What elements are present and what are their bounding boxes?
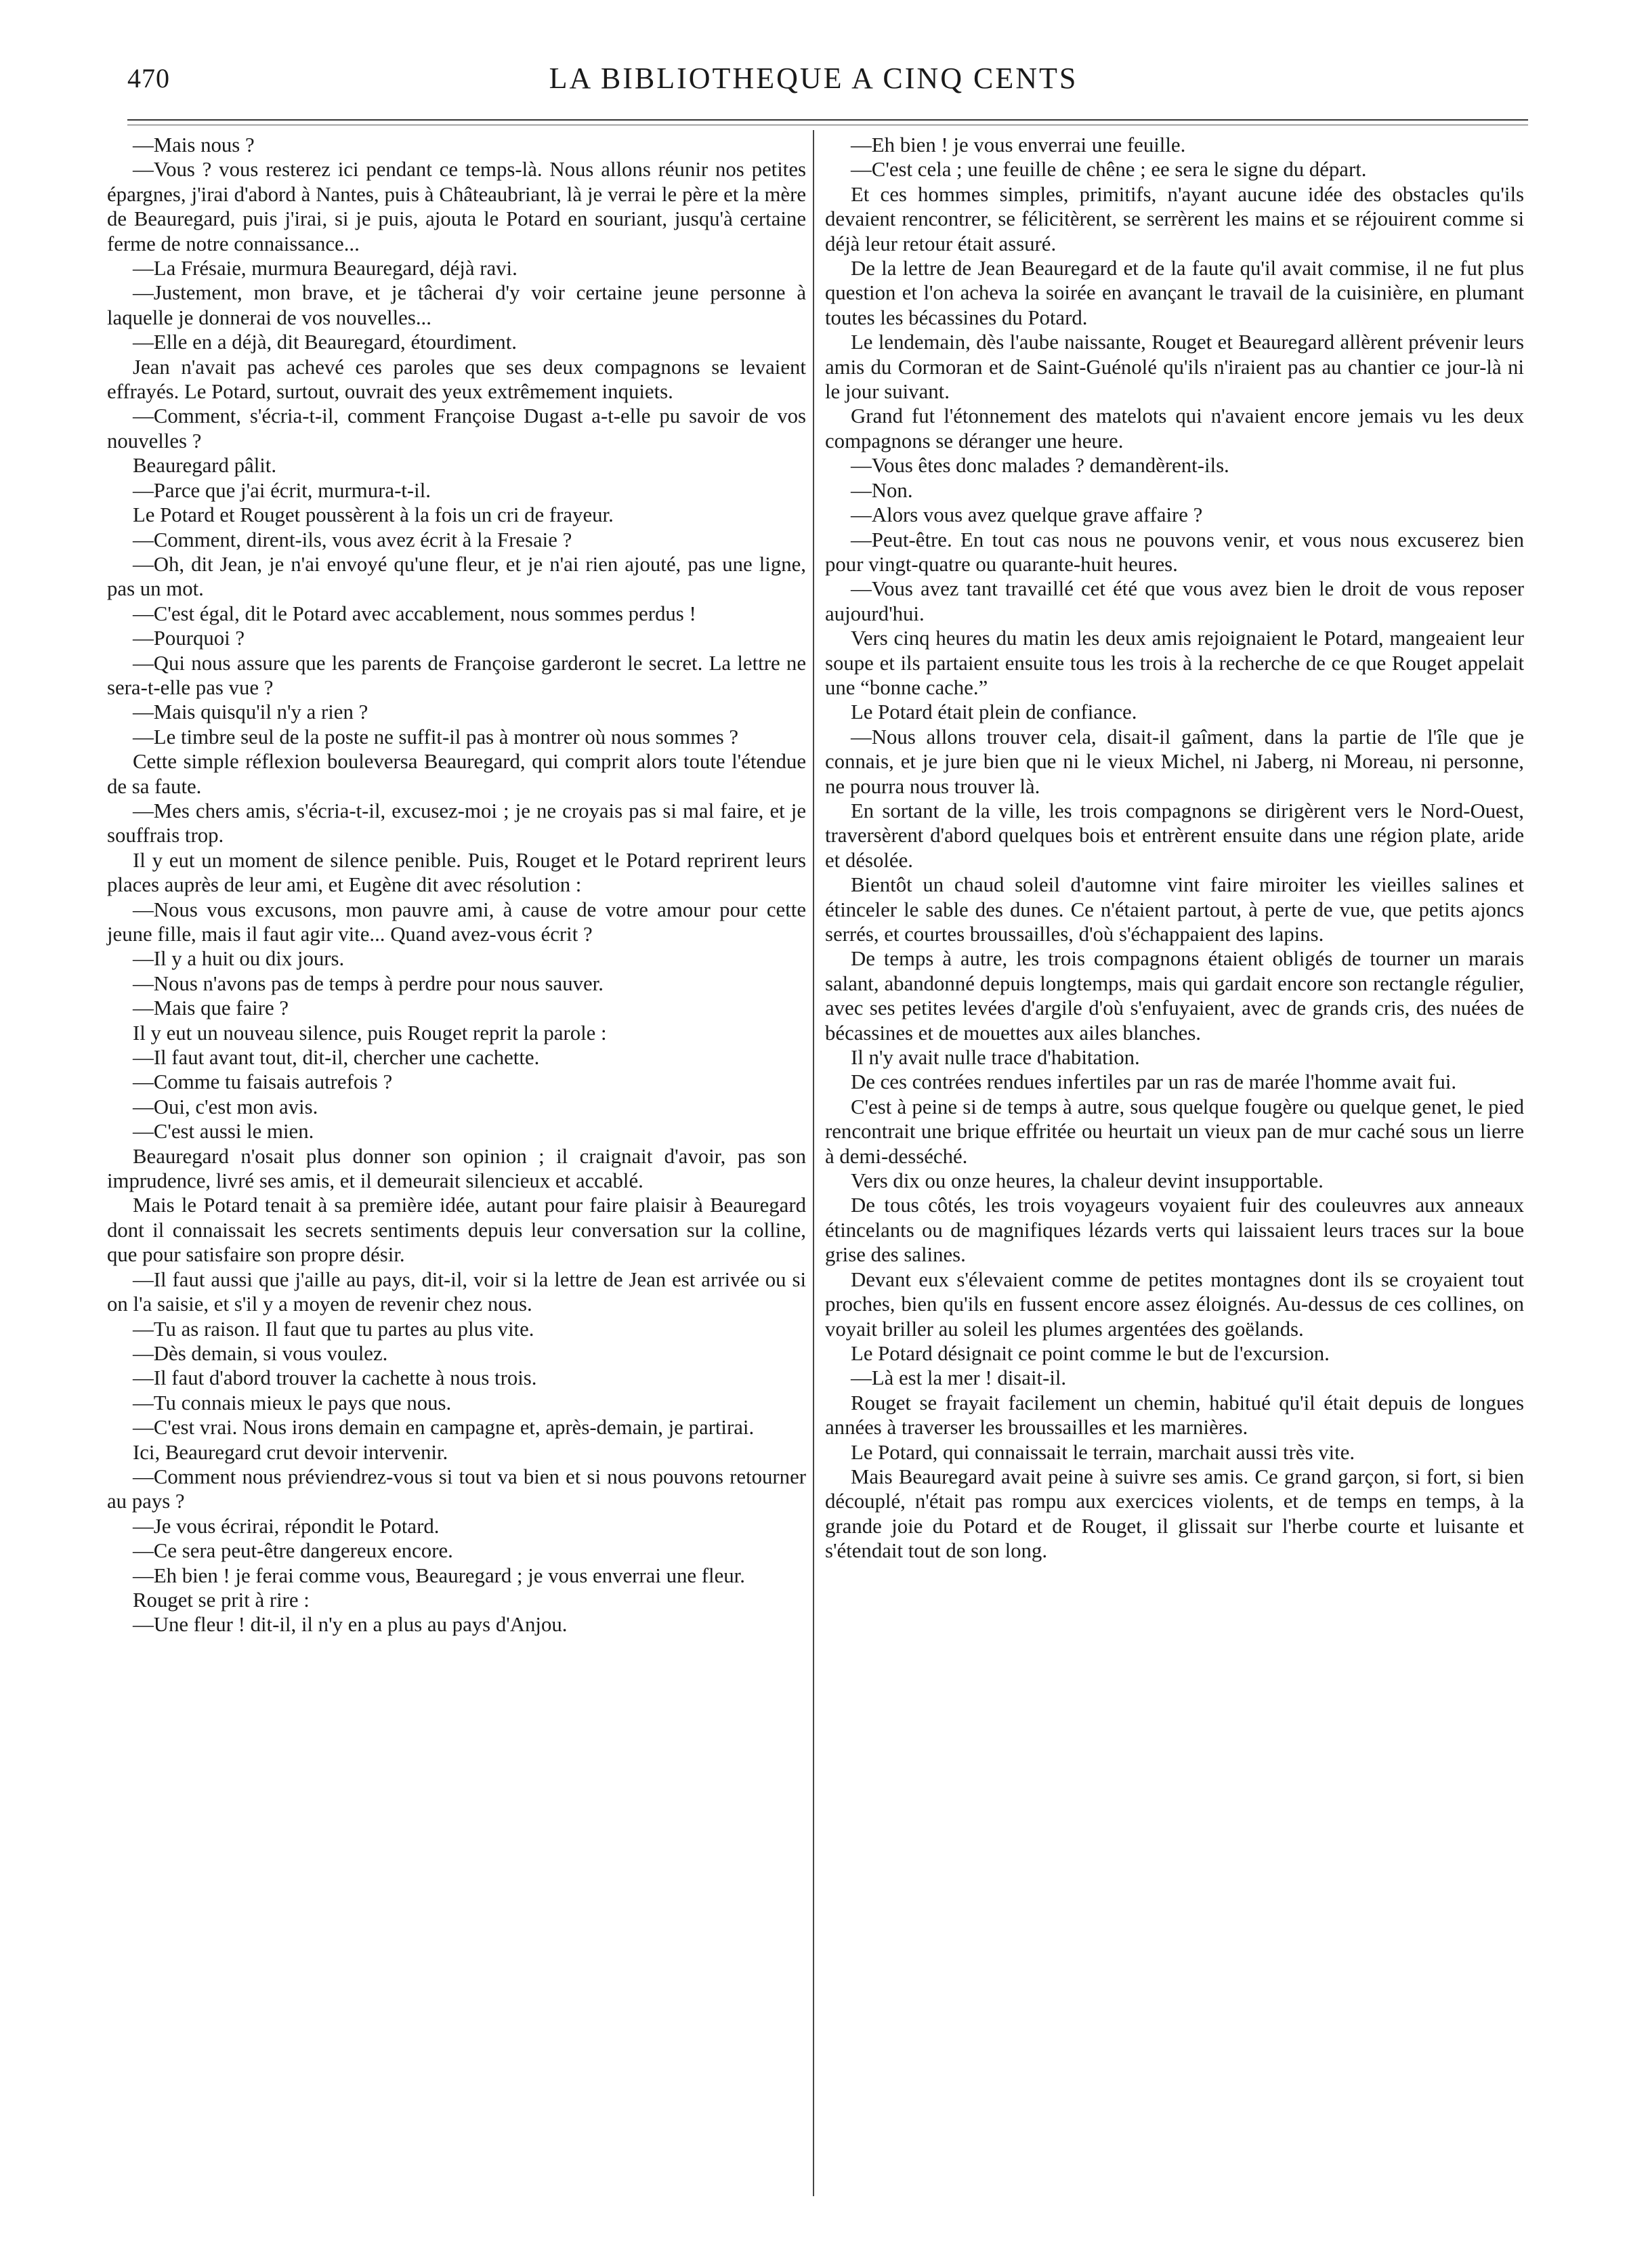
paragraph: De la lettre de Jean Beauregard et de la faute qu'il avait commise, il ne fut plus question et l'on acheva la soirée en avançant le travail de la cuisinière, en plumant toutes les bécassines du Potard.: [825, 257, 1524, 329]
paragraph: —Alors vous avez quelque grave affaire ?: [851, 503, 1203, 527]
paragraph: —Peut-être. En tout cas nous ne pouvons venir, et vous nous excuserez bien pour vingt-quatre ou quarante-huit heures.: [825, 528, 1524, 576]
paragraph: —Ce sera peut-être dangereux encore.: [133, 1539, 453, 1563]
paragraph: Beauregard n'osait plus donner son opinion ; il craignait d'avoir, pas son imprudence, livré ses amis, et il demeurait silencieux et accablé.: [107, 1144, 806, 1193]
paragraph: —C'est égal, dit le Potard avec accablement, nous sommes perdus !: [133, 602, 696, 625]
paragraph: Il y eut un nouveau silence, puis Rouget reprit la parole :: [133, 1021, 607, 1045]
paragraph: Le Potard désignait ce point comme le but de l'excursion.: [851, 1341, 1330, 1365]
paragraph: —Nous vous excusons, mon pauvre ami, à cause de votre amour pour cette jeune fille, mais il faut agir vite... Quand avez-vous écrit ?: [107, 898, 806, 946]
paragraph: Cette simple réflexion bouleversa Beauregard, qui comprit alors toute l'étendue de sa faute.: [107, 750, 806, 798]
column-divider: [813, 130, 814, 2196]
paragraph: —Le timbre seul de la poste ne suffit-il pas à montrer où nous sommes ?: [133, 725, 739, 749]
paragraph: —Nous allons trouver cela, disait-il gaîment, dans la partie de l'île que je connais, et je jure bien que ni le vieux Michel, ni Jaberg, ni Moreau, ni personne, ne pourra nous trouver là.: [825, 725, 1524, 798]
paragraph: —Oui, c'est mon avis.: [133, 1095, 318, 1118]
paragraph: —Tu as raison. Il faut que tu partes au plus vite.: [133, 1317, 534, 1341]
paragraph: —Il faut aussi que j'aille au pays, dit-il, voir si la lettre de Jean est arrivée ou si on l'a saisie, et s'il y a moyen de revenir chez nous.: [107, 1267, 806, 1316]
paragraph: —Vous ? vous resterez ici pendant ce temps-là. Nous allons réunir nos petites épargnes, j'irai d'abord à Nantes, puis à Châteaubriant, là je verrai le père et la mère de Beauregard, puis j'irai, si je puis, ajouta le Potard en souriant, jusqu'à certaine ferme de notre connaissance...: [107, 158, 806, 255]
paragraph: Le Potard était plein de confiance.: [851, 700, 1137, 724]
paragraph: —Il faut avant tout, dit-il, chercher une cachette.: [133, 1046, 540, 1070]
paragraph: —Mes chers amis, s'écria-t-il, excusez-moi ; je ne croyais pas si mal faire, et je souffrais trop.: [107, 799, 806, 847]
paragraph: —Mais quisqu'il n'y a rien ?: [133, 700, 368, 724]
paragraph: —Comment, dirent-ils, vous avez écrit à la Fresaie ?: [133, 528, 572, 551]
paragraph: De temps à autre, les trois compagnons étaient obligés de tourner un marais salant, abandonné depuis longtemps, mais qui gardait encore son rectangle régulier, avec ses petites levées d'argile d'où s'enfuyaient, avec de grands cris, des nuées de bécassines et de mouettes aux ailes blanches.: [825, 947, 1524, 1045]
paragraph: Il y eut un moment de silence penible. Puis, Rouget et le Potard reprirent leurs places auprès de leur ami, et Eugène dit avec résolution :: [107, 848, 806, 897]
paragraph: Vers dix ou onze heures, la chaleur devint insupportable.: [851, 1169, 1324, 1193]
paragraph: Il n'y avait nulle trace d'habitation.: [851, 1046, 1140, 1070]
paragraph: Devant eux s'élevaient comme de petites montagnes dont ils se croyaient tout proches, bien qu'ils en fussent encore assez éloignés. Au-dessus de ces collines, on voyait briller au soleil les plumes argentées des goëlands.: [825, 1267, 1524, 1341]
left-column: [107, 133, 806, 1637]
paragraph: —Elle en a déjà, dit Beauregard, étourdiment.: [133, 331, 517, 354]
paragraph: De ces contrées rendues infertiles par un ras de marée l'homme avait fui.: [851, 1070, 1457, 1094]
paragraph: —C'est aussi le mien.: [133, 1120, 314, 1143]
paragraph: —Comment nous préviendrez-vous si tout va bien et si nous pouvons retourner au pays ?: [107, 1465, 806, 1513]
paragraph: —Vous êtes donc malades ? demandèrent-ils.: [851, 454, 1229, 478]
paragraph: Jean n'avait pas achevé ces paroles que ses deux compagnons se levaient effrayés. Le Potard, surtout, ouvrait des yeux extrêmement inquiets.: [107, 355, 806, 404]
paragraph: —Eh bien ! je vous enverrai une feuille.: [851, 133, 1186, 156]
paragraph: De tous côtés, les trois voyageurs voyaient fuir des couleuvres aux anneaux étincelants ou de magnifiques lézards verts qui laissaient leurs traces sur la boue grise des salines.: [825, 1194, 1524, 1267]
paragraph: Le Potard et Rouget poussèrent à la fois un cri de frayeur.: [133, 503, 614, 527]
right-column: [825, 133, 1524, 1563]
paragraph: Vers cinq heures du matin les deux amis rejoignaient le Potard, mangeaient leur soupe et ils partaient ensuite tous les trois à la recherche de ce que Rouget appelait une “bonne cache.”: [825, 627, 1524, 699]
paragraph: —Nous n'avons pas de temps à perdre pour nous sauver.: [133, 971, 604, 995]
paragraph: —Oh, dit Jean, je n'ai envoyé qu'une fleur, et je n'ai rien ajouté, pas une ligne, pas un mot.: [107, 552, 806, 601]
paragraph: En sortant de la ville, les trois compagnons se dirigèrent vers le Nord-Ouest, traversèrent d'abord quelques bois et entrèrent ensuite dans une région plate, aride et désolée.: [825, 799, 1524, 872]
paragraph: —Une fleur ! dit-il, il n'y en a plus au pays d'Anjou.: [133, 1613, 568, 1637]
paragraph: —C'est cela ; une feuille de chêne ; ee sera le signe du départ.: [851, 158, 1367, 182]
page-number: 470: [127, 63, 170, 93]
paragraph: —Je vous écrirai, répondit le Potard.: [133, 1514, 440, 1538]
paragraph: Grand fut l'étonnement des matelots qui n'avaient encore jemais vu les deux compagnons se déranger une heure.: [825, 404, 1524, 453]
paragraph: —Tu connais mieux le pays que nous.: [133, 1391, 452, 1414]
paragraph: —Non.: [851, 478, 913, 502]
paragraph: —Pourquoi ?: [133, 627, 245, 650]
paragraph: Rouget se prit à rire :: [133, 1588, 310, 1612]
paragraph: —Dès demain, si vous voulez.: [133, 1341, 388, 1365]
paragraph: Le lendemain, dès l'aube naissante, Rouget et Beauregard allèrent prévenir leurs amis du Cormoran et de Saint-Guénolé qu'ils n'iraient pas au chantier ce jour-là ni le jour suivant.: [825, 331, 1524, 404]
paragraph: —Justement, mon brave, et je tâcherai d'y voir certaine jeune personne à laquelle je donnerai de vos nouvelles...: [107, 281, 806, 329]
paragraph: —Mais nous ?: [133, 133, 255, 156]
paragraph: Mais Beauregard avait peine à suivre ses amis. Ce grand garçon, si fort, si bien découplé, n'était pas rompu aux exercices violents, et de temps en temps, à la grande joie du Potard et de Rouget, il glissait sur l'herbe courte et luisante et s'étendait tout de son long.: [825, 1465, 1524, 1563]
paragraph: —C'est vrai. Nous irons demain en campagne et, après-demain, je partirai.: [133, 1416, 755, 1440]
paragraph: —Qui nous assure que les parents de Françoise garderont le secret. La lettre ne sera-t-elle pas vue ?: [107, 651, 806, 699]
paragraph: Beauregard pâlit.: [133, 454, 277, 478]
paragraph: —Eh bien ! je ferai comme vous, Beauregard ; je vous enverrai une fleur.: [133, 1563, 745, 1587]
paragraph: Mais le Potard tenait à sa première idée, autant pour faire plaisir à Beauregard dont il connaissait les secrets sentiments depuis leur conversation sur la colline, que pour satisfaire son propre désir.: [107, 1194, 806, 1267]
paragraph: Ici, Beauregard crut devoir intervenir.: [133, 1440, 448, 1464]
paragraph: Le Potard, qui connaissait le terrain, marchait aussi très vite.: [851, 1440, 1355, 1464]
paragraph: C'est à peine si de temps à autre, sous quelque fougère ou quelque genet, le pied rencontrait une brique effritée ou heurtait un vieux pan de mur caché sous un lierre à demi-desséché.: [825, 1095, 1524, 1168]
paragraph: —Comme tu faisais autrefois ?: [133, 1070, 393, 1094]
paragraph: Bientôt un chaud soleil d'automne vint faire miroiter les vieilles salines et étinceler le sable des dunes. Ce n'étaient partout, à perte de vue, que petits ajoncs serrés, et courtes broussailles, d'où s'échappaient des lapins.: [825, 873, 1524, 946]
running-title: LA BIBLIOTHEQUE A CINQ CENTS: [549, 62, 1078, 95]
paragraph: —Il faut d'abord trouver la cachette à nous trois.: [133, 1366, 537, 1390]
paragraph: —La Frésaie, murmura Beauregard, déjà ravi.: [133, 257, 517, 280]
paragraph: —Parce que j'ai écrit, murmura-t-il.: [133, 478, 431, 502]
paragraph: Et ces hommes simples, primitifs, n'ayant aucune idée des obstacles qu'ils devaient rencontrer, se félicitèrent, se serrèrent les mains et se réjouirent comme si déjà leur retour était assuré.: [825, 182, 1524, 255]
paragraph: —Comment, s'écria-t-il, comment Françoise Dugast a-t-elle pu savoir de vos nouvelles ?: [107, 404, 806, 453]
paragraph: Rouget se frayait facilement un chemin, habitué qu'il était depuis de longues années à traverser les broussailles et les marnières.: [825, 1391, 1524, 1440]
paragraph: —Il y a huit ou dix jours.: [133, 947, 345, 971]
paragraph: —Mais que faire ?: [133, 996, 289, 1020]
paragraph: —Vous avez tant travaillé cet été que vous avez bien le droit de vous reposer aujourd'hui.: [825, 577, 1524, 625]
header-rule: [127, 119, 1528, 121]
paragraph: —Là est la mer ! disait-il.: [851, 1366, 1067, 1390]
